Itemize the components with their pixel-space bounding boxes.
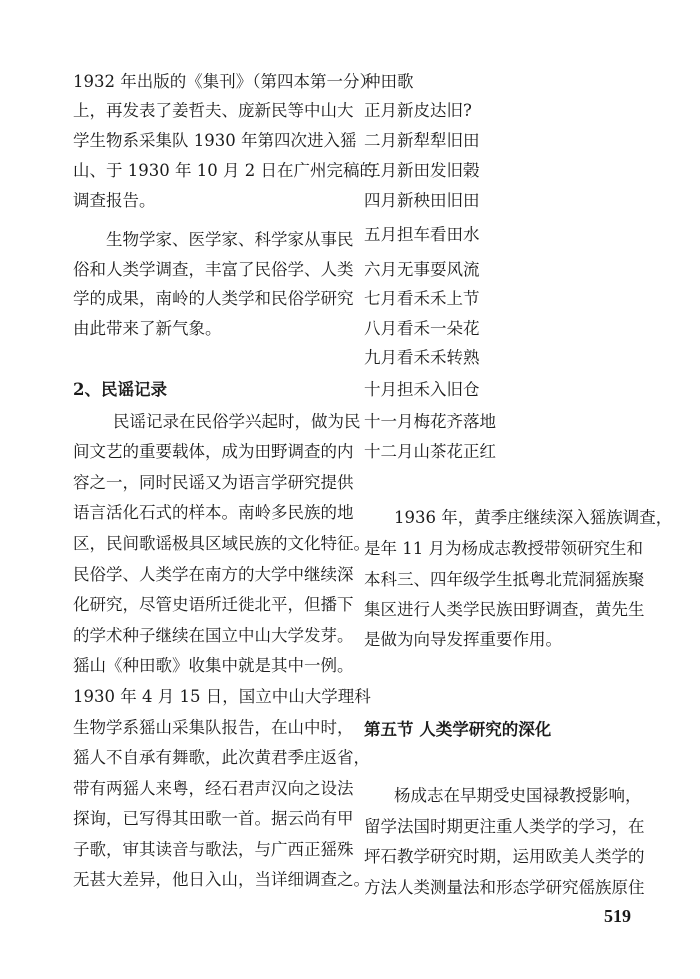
song-line: 二月新犁犁旧田 (364, 131, 480, 150)
paragraph-line: 留学法国时期更注重人类学的学习，在 (364, 817, 645, 836)
song-line: 八月看禾一朵花 (364, 319, 480, 338)
section-heading: 第五节 人类学研究的深化 (364, 720, 552, 739)
paragraph-line: 的学术种子继续在国立中山大学发芽。 (73, 626, 354, 645)
paragraph-line: 杨成志在早期受史国禄教授影响， (394, 786, 642, 805)
paragraph-line: 1932 年出版的《集刊》（第四本第一分） (73, 72, 376, 91)
song-line: 种田歌 (364, 72, 414, 91)
song-line: 十二月山茶花正红 (364, 442, 496, 461)
paragraph-line: 调查报告。 (73, 191, 156, 210)
paragraph-line: 无甚大差异，他日入山，当详细调查之。 (73, 870, 370, 889)
section-heading: 2、民谣记录 (73, 380, 167, 399)
paragraph-line: 猺山《种田歌》收集中就是其中一例。 (73, 656, 354, 675)
paragraph-line: 山、于 1930 年 10 月 2 日在广州完稿的 (73, 161, 376, 180)
paragraph-line: 语言活化石式的样本。南岭多民族的地 (73, 503, 354, 522)
paragraph-line: 本科三、四年级学生抵粤北荒洞猺族聚 (364, 570, 645, 589)
song-line: 四月新秧田旧田 (364, 191, 480, 210)
song-line: 七月看禾禾上节 (364, 289, 480, 308)
song-line: 正月新皮达旧? (364, 101, 472, 120)
paragraph-line: 1930 年 4 月 15 日，国立中山大学理科 (73, 687, 371, 706)
paragraph-line: 民谣记录在民俗学兴起时，做为民 (113, 412, 361, 431)
song-line: 九月看禾禾转熟 (364, 348, 480, 367)
song-line: 五月担车看田水 (364, 225, 480, 244)
paragraph-line: 1936 年，黄季庄继续深入猺族调查， (394, 508, 673, 527)
song-line: 十月担禾入旧仓 (364, 380, 480, 399)
paragraph-line: 猺人不自承有舞歌，此次黄君季庄返省， (73, 748, 370, 767)
paragraph-line: 集区进行人类学民族田野调查，黄先生 (364, 600, 645, 619)
paragraph-line: 民俗学、人类学在南方的大学中继续深 (73, 565, 354, 584)
paragraph-line: 方法人类测量法和形态学研究傜族原住 (364, 878, 645, 897)
paragraph-line: 由此带来了新气象。 (73, 319, 222, 338)
paragraph-line: 是做为向导发挥重要作用。 (364, 630, 562, 649)
paragraph-line: 学生物系采集队 1930 年第四次进入猺 (73, 131, 357, 150)
paragraph-line: 生物学家、医学家、科学家从事民 (106, 230, 354, 249)
paragraph-line: 探询，已写得其田歌一首。据云尚有甲 (73, 809, 354, 828)
song-line: 十一月梅花齐落地 (364, 412, 496, 431)
song-line: 三月新田发旧榖 (364, 161, 480, 180)
song-line: 六月无事耍风流 (364, 260, 480, 279)
paragraph-line: 是年 11 月为杨成志教授带领研究生和 (364, 539, 643, 558)
paragraph-line: 学的成果，南岭的人类学和民俗学研究 (73, 289, 354, 308)
page-number: 519 (604, 906, 631, 926)
paragraph-line: 俗和人类学调查，丰富了民俗学、人类 (73, 260, 354, 279)
paragraph-line: 区，民间歌谣极具区域民族的文化特征。 (73, 534, 370, 553)
paragraph-line: 子歌，审其读音与歌法，与广西正猺殊 (73, 840, 354, 859)
paragraph-line: 上，再发表了姜哲夫、庞新民等中山大 (73, 101, 354, 120)
paragraph-line: 容之一，同时民谣又为语言学研究提供 (73, 473, 354, 492)
paragraph-line: 生物学系猺山采集队报告，在山中时， (73, 718, 354, 737)
paragraph-line: 化研究，尽管史语所迁徙北平，但播下 (73, 595, 354, 614)
paragraph-line: 坪石教学研究时期，运用欧美人类学的 (364, 847, 645, 866)
paragraph-line: 带有两猺人来粤，经石君声汉向之设法 (73, 779, 354, 798)
paragraph-line: 间文艺的重要载体，成为田野调查的内 (73, 442, 354, 461)
